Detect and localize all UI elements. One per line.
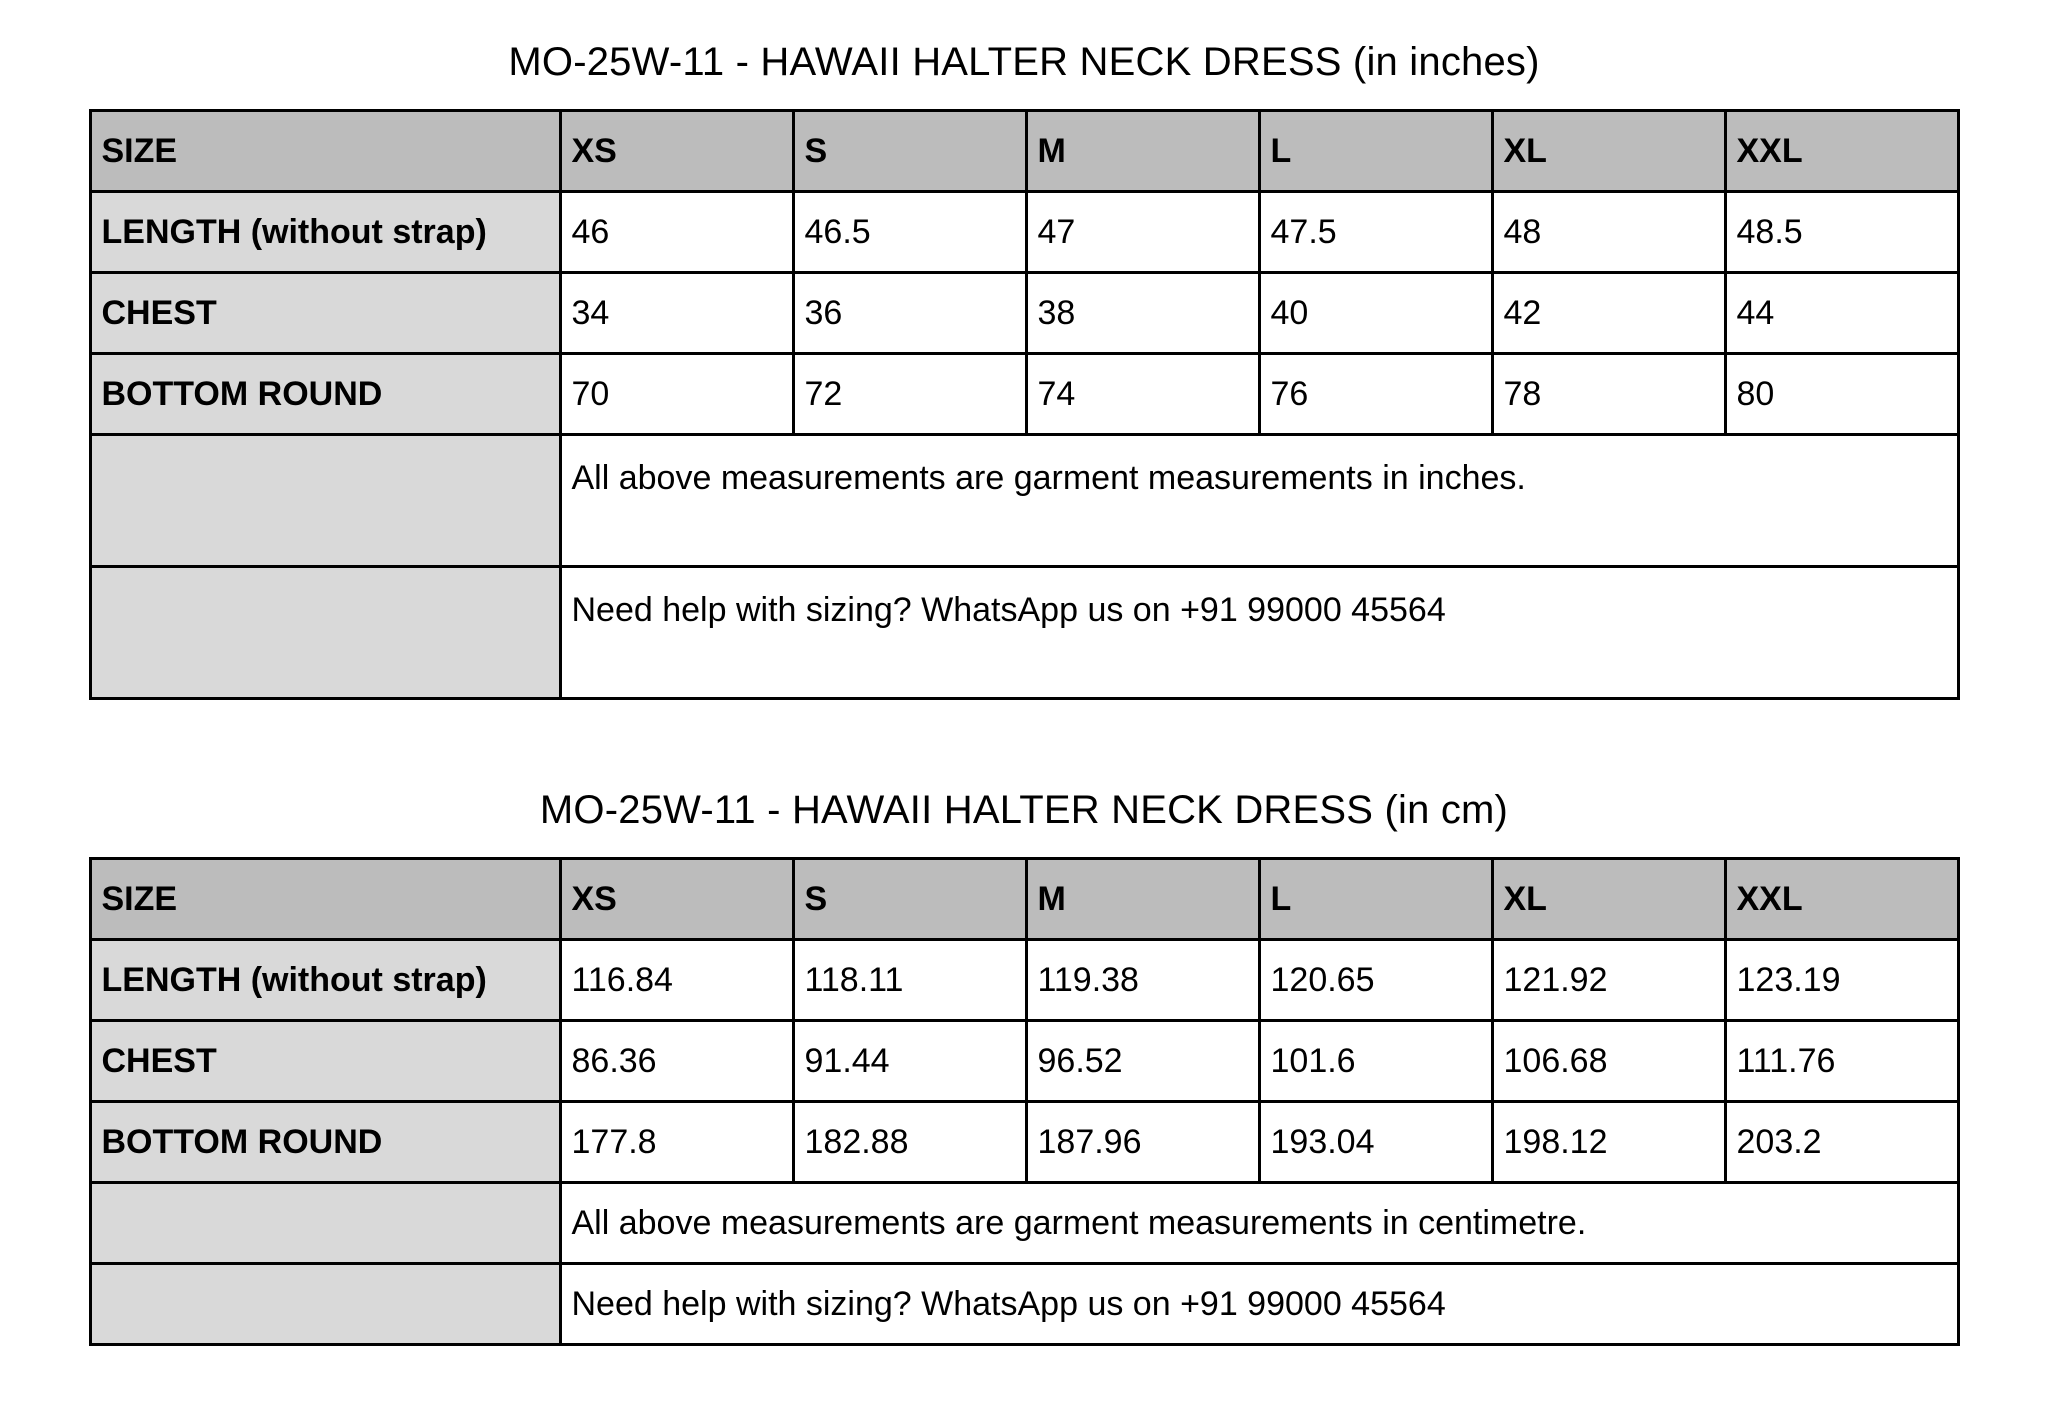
cell-chest-l: 101.6 xyxy=(1259,1021,1492,1102)
size-chart-cm xyxy=(64,700,1984,1346)
column-header-l: L xyxy=(1259,111,1492,192)
column-header-xl: XL xyxy=(1492,859,1725,940)
cell-length-l: 120.65 xyxy=(1259,940,1492,1021)
table-header-row xyxy=(90,859,1958,940)
note-measurements: All above measurements are garment measurements in inches. xyxy=(560,435,1958,567)
column-header-xxl: XXL xyxy=(1725,859,1958,940)
note-whatsapp-help: Need help with sizing? WhatsApp us on +91 99000 45564 xyxy=(560,567,1958,699)
column-header-size: SIZE xyxy=(90,859,560,940)
table-row xyxy=(90,354,1958,435)
note-label-spacer xyxy=(90,1183,560,1264)
column-header-size: SIZE xyxy=(90,111,560,192)
table-row xyxy=(90,273,1958,354)
cell-chest-l: 40 xyxy=(1259,273,1492,354)
cell-chest-xxl: 111.76 xyxy=(1725,1021,1958,1102)
cell-length-xs: 116.84 xyxy=(560,940,793,1021)
cell-chest-xs: 86.36 xyxy=(560,1021,793,1102)
table-note-row xyxy=(90,435,1958,567)
cell-bottom-l: 76 xyxy=(1259,354,1492,435)
cell-bottom-s: 72 xyxy=(793,354,1026,435)
row-label-length: LENGTH (without strap) xyxy=(90,940,560,1021)
row-label-chest: CHEST xyxy=(90,273,560,354)
cell-bottom-xs: 70 xyxy=(560,354,793,435)
chart-title-cm: MO-25W-11 - HAWAII HALTER NECK DRESS (in cm) xyxy=(539,788,1509,832)
cell-length-xl: 121.92 xyxy=(1492,940,1725,1021)
row-label-bottom-round: BOTTOM ROUND xyxy=(90,354,560,435)
cell-chest-xl: 42 xyxy=(1492,273,1725,354)
cell-chest-s: 36 xyxy=(793,273,1026,354)
row-label-bottom-round: BOTTOM ROUND xyxy=(90,1102,560,1183)
cell-bottom-m: 74 xyxy=(1026,354,1259,435)
table-note-row xyxy=(90,567,1958,699)
column-header-xs: XS xyxy=(560,859,793,940)
column-header-s: S xyxy=(793,859,1026,940)
table-header-row xyxy=(90,111,1958,192)
cell-bottom-xs: 177.8 xyxy=(560,1102,793,1183)
cell-length-m: 119.38 xyxy=(1026,940,1259,1021)
cell-bottom-xxl: 80 xyxy=(1725,354,1958,435)
note-label-spacer xyxy=(90,1264,560,1345)
cell-bottom-xl: 78 xyxy=(1492,354,1725,435)
row-label-chest: CHEST xyxy=(90,1021,560,1102)
cell-length-xxl: 48.5 xyxy=(1725,192,1958,273)
cell-length-s: 46.5 xyxy=(793,192,1026,273)
note-label-spacer xyxy=(90,567,560,699)
cell-chest-xxl: 44 xyxy=(1725,273,1958,354)
cell-chest-m: 96.52 xyxy=(1026,1021,1259,1102)
size-table-cm xyxy=(89,857,1960,1346)
cell-length-xl: 48 xyxy=(1492,192,1725,273)
table-note-row xyxy=(90,1264,1958,1345)
column-header-xxl: XXL xyxy=(1725,111,1958,192)
cell-length-s: 118.11 xyxy=(793,940,1026,1021)
cell-bottom-l: 193.04 xyxy=(1259,1102,1492,1183)
cell-chest-xs: 34 xyxy=(560,273,793,354)
note-whatsapp-help: Need help with sizing? WhatsApp us on +91 99000 45564 xyxy=(560,1264,1958,1345)
table-row xyxy=(90,1102,1958,1183)
column-header-xs: XS xyxy=(560,111,793,192)
cell-bottom-m: 187.96 xyxy=(1026,1102,1259,1183)
table-row xyxy=(90,1021,1958,1102)
cell-length-xxl: 123.19 xyxy=(1725,940,1958,1021)
column-header-m: M xyxy=(1026,111,1259,192)
size-table-inches xyxy=(89,109,1960,700)
chart-title-inches: MO-25W-11 - HAWAII HALTER NECK DRESS (in inches) xyxy=(508,40,1540,84)
cell-chest-m: 38 xyxy=(1026,273,1259,354)
note-label-spacer xyxy=(90,435,560,567)
cell-length-l: 47.5 xyxy=(1259,192,1492,273)
cell-bottom-s: 182.88 xyxy=(793,1102,1026,1183)
column-header-l: L xyxy=(1259,859,1492,940)
column-header-s: S xyxy=(793,111,1026,192)
column-header-xl: XL xyxy=(1492,111,1725,192)
cell-bottom-xxl: 203.2 xyxy=(1725,1102,1958,1183)
table-row xyxy=(90,192,1958,273)
table-note-row xyxy=(90,1183,1958,1264)
cell-length-m: 47 xyxy=(1026,192,1259,273)
column-header-m: M xyxy=(1026,859,1259,940)
table-row xyxy=(90,940,1958,1021)
cell-length-xs: 46 xyxy=(560,192,793,273)
cell-bottom-xl: 198.12 xyxy=(1492,1102,1725,1183)
note-measurements: All above measurements are garment measurements in centimetre. xyxy=(560,1183,1958,1264)
cell-chest-xl: 106.68 xyxy=(1492,1021,1725,1102)
size-chart-inches xyxy=(64,0,1984,700)
row-label-length: LENGTH (without strap) xyxy=(90,192,560,273)
cell-chest-s: 91.44 xyxy=(793,1021,1026,1102)
